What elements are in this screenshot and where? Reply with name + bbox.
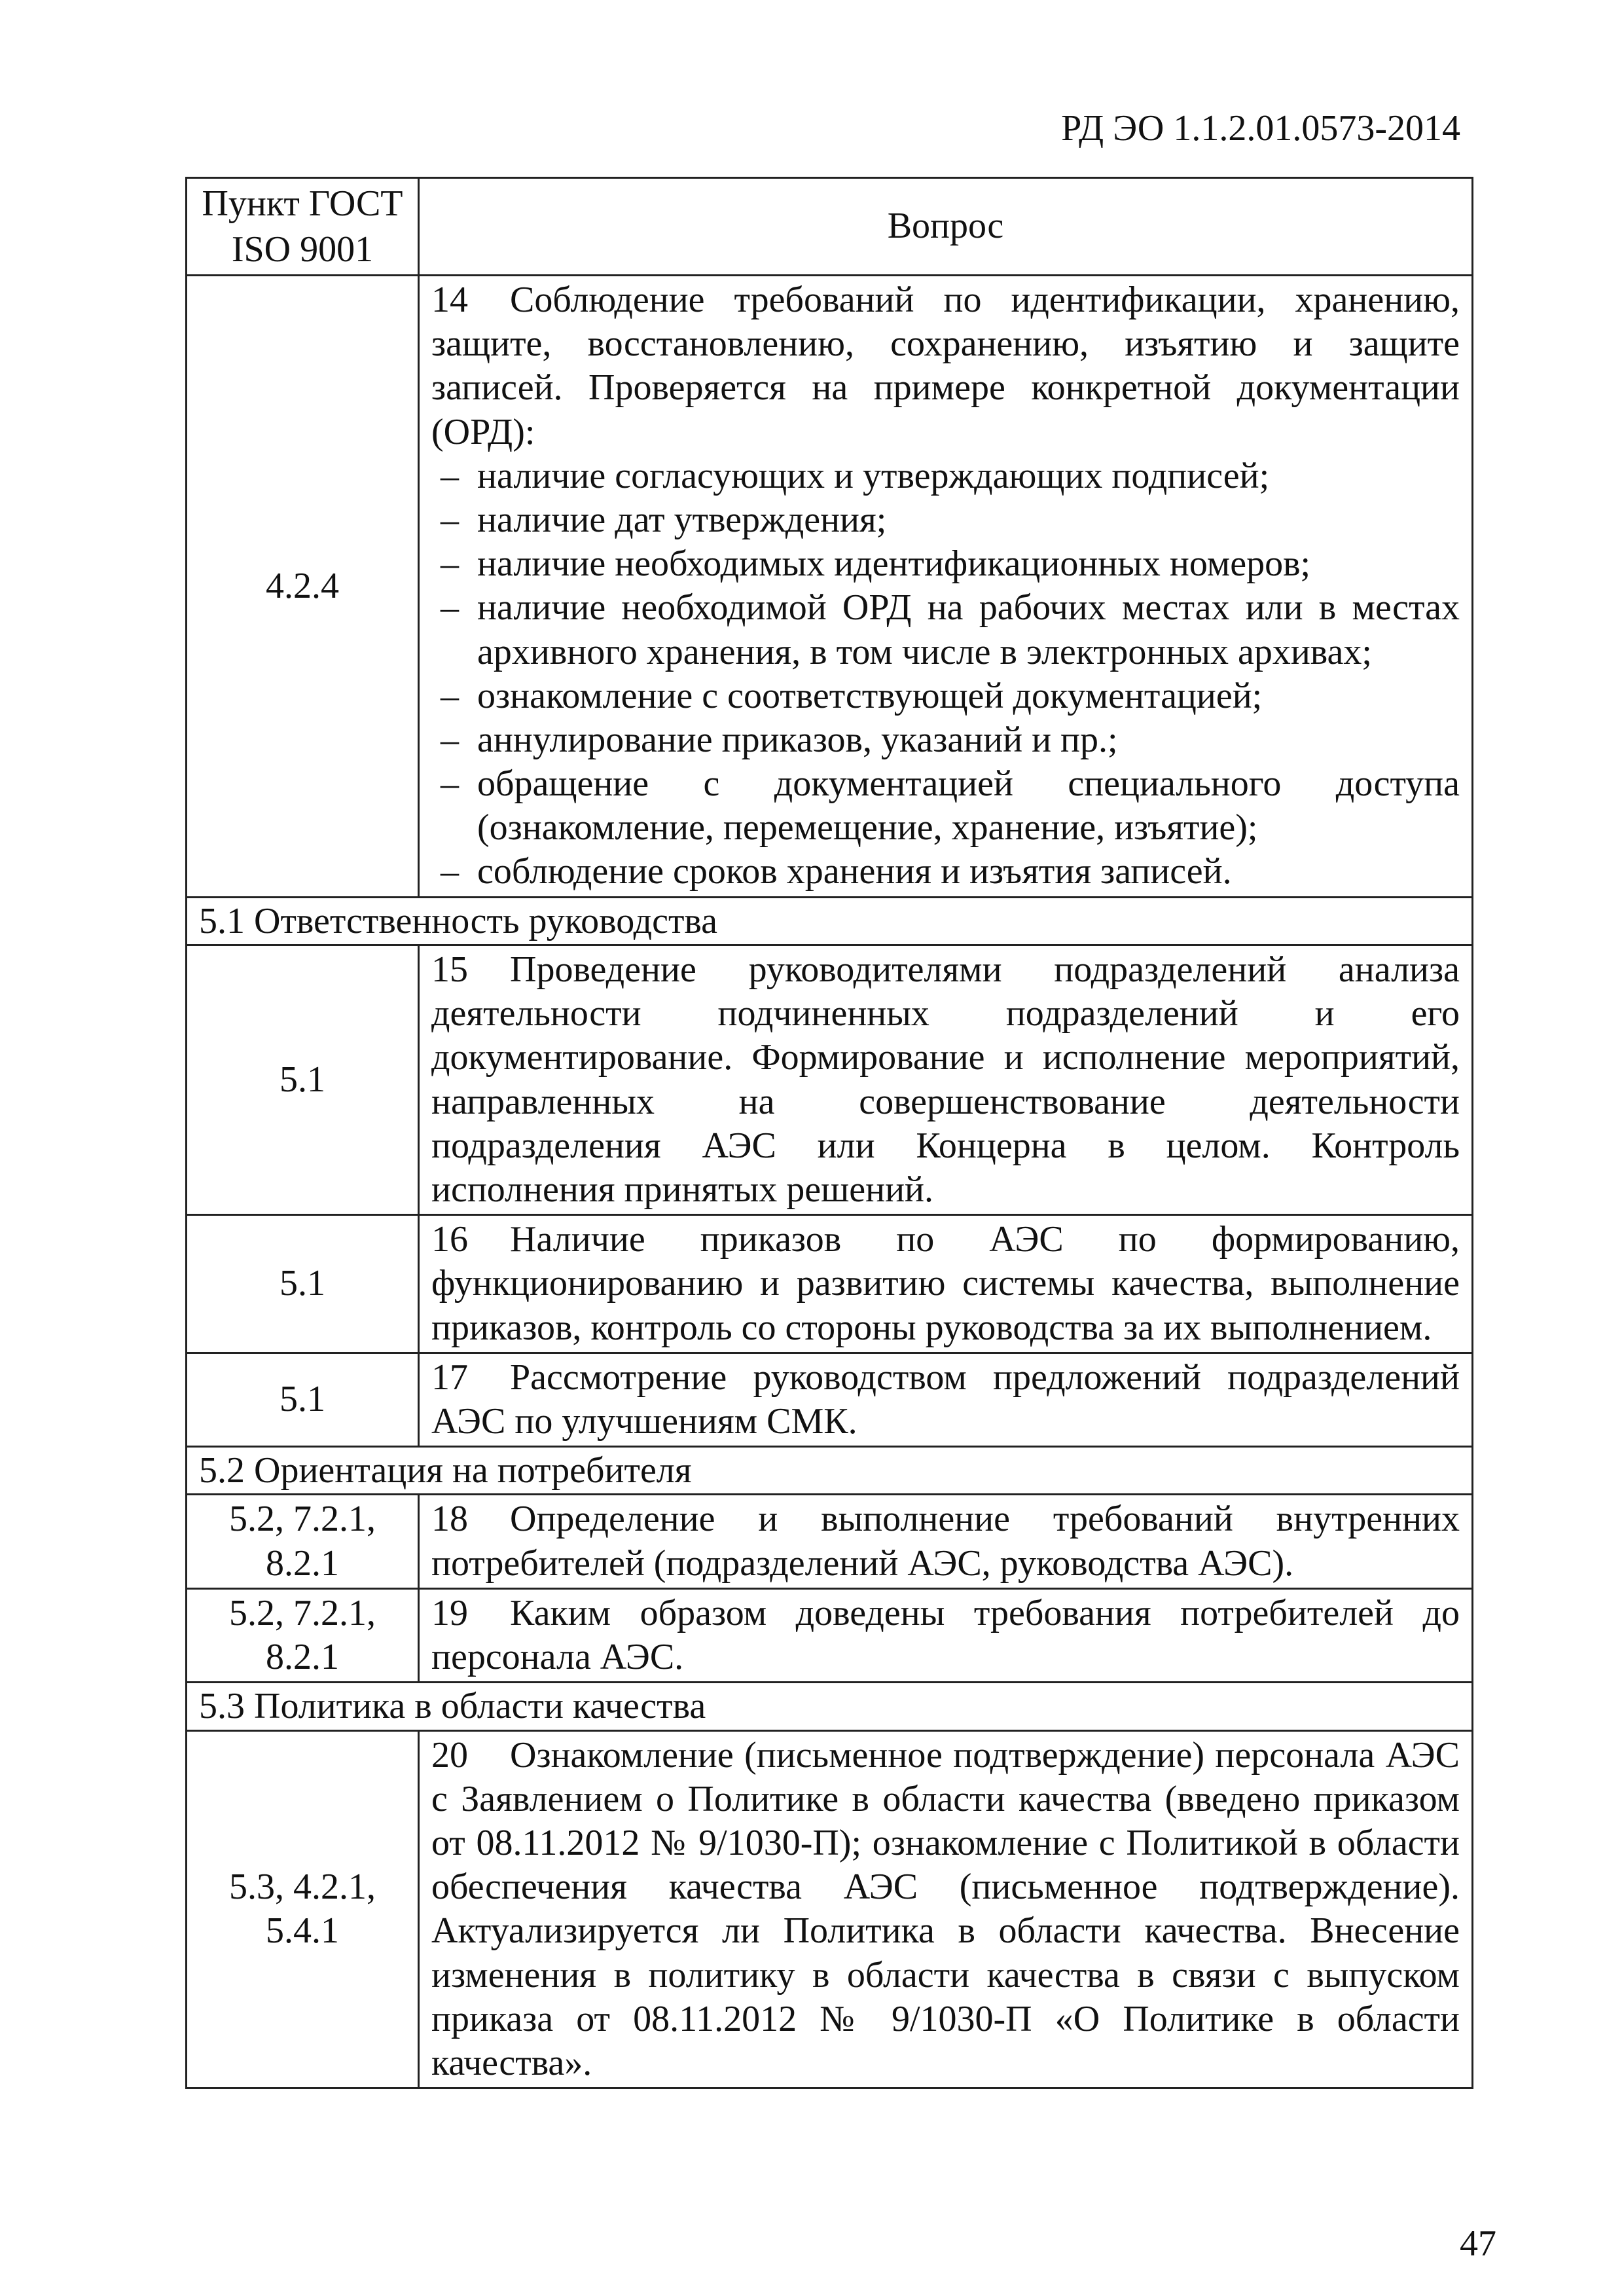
question-text: Наличие приказов по АЭС по формированию, функционированию и развитию системы качества, выполнение приказов, контроль со стороны руководства за их выполнением. [431, 1219, 1460, 1348]
question-paragraph [431, 948, 1460, 1212]
question-number: 18 [431, 1499, 468, 1540]
table-row [187, 1353, 1473, 1446]
clause-cell: 5.1 [187, 945, 419, 1215]
list-item: – обращение с документацией специального доступа (ознакомление, перемещение, хранение, изъятие); [431, 762, 1460, 850]
question-text: Рассмотрение руководством предложений подразделений АЭС по улучшениям СМК. [431, 1357, 1460, 1442]
page-number: 47 [1460, 2223, 1496, 2264]
table-row [187, 276, 1473, 898]
column-header-question: Вопрос [419, 178, 1473, 276]
question-paragraph [431, 1497, 1460, 1585]
document-code: РД ЭО 1.1.2.01.0573-2014 [1061, 108, 1460, 149]
table-row [187, 945, 1473, 1215]
table-row [187, 1495, 1473, 1588]
question-cell [419, 1495, 1473, 1588]
table-row [187, 1730, 1473, 2088]
clause-cell: 5.1 [187, 1353, 419, 1446]
question-text: Определение и выполнение требований внутренних потребителей (подразделений АЭС, руководства АЭС). [431, 1499, 1460, 1584]
section-row [187, 1683, 1473, 1730]
section-row [187, 897, 1473, 945]
clause-cell: 5.2, 7.2.1, 8.2.1 [187, 1588, 419, 1682]
list-item: – наличие необходимых идентификационных номеров; [431, 542, 1460, 586]
question-paragraph [431, 1592, 1460, 1679]
question-number: 16 [431, 1219, 468, 1260]
column-header-clause: Пункт ГОСТ ISO 9001 [187, 178, 419, 276]
table-header-row [187, 178, 1473, 276]
question-text: Каким образом доведены требования потребителей до персонала АЭС. [431, 1592, 1460, 1678]
section-row [187, 1447, 1473, 1495]
clause-cell: 5.2, 7.2.1, 8.2.1 [187, 1495, 419, 1588]
question-paragraph [431, 1734, 1460, 2086]
question-paragraph [431, 1356, 1460, 1444]
checklist-table [185, 177, 1473, 2089]
question-cell [419, 276, 1473, 898]
list-item: – наличие необходимой ОРД на рабочих местах или в местах архивного хранения, в том числе в электронных архивах; [431, 586, 1460, 674]
table-row [187, 1588, 1473, 1682]
section-heading: 5.1 Ответственность руководства [187, 897, 1473, 945]
question-cell [419, 1353, 1473, 1446]
question-text: Соблюдение требований по идентификации, хранению, защите, восстановлению, сохранению, изъятию и защите записей. Проверяется на примере конкретной документации (ОРД): [431, 280, 1460, 452]
question-number: 14 [431, 280, 468, 320]
question-number: 17 [431, 1357, 468, 1398]
question-text: Ознакомление (письменное подтверждение) персонала АЭС с Заявлением о Политике в области качества (введено приказом от 08.11.2012 № 9/1030-П); ознакомление с Политикой в области обеспечения качества АЭС (письменное подтверждение). Актуализируется ли Политика в области качества. Внесение изменения в политику в области качества в связи с выпуском приказа от 08.11.2012 № 9/1030-П «О Политике в области качества». [431, 1734, 1460, 2083]
question-number: 15 [431, 949, 468, 991]
list-item: – аннулирование приказов, указаний и пр.; [431, 718, 1460, 762]
list-item: – наличие согласующих и утверждающих подписей; [431, 454, 1460, 498]
clause-cell: 4.2.4 [187, 276, 419, 898]
question-paragraph [431, 1218, 1460, 1350]
question-paragraph [431, 278, 1460, 454]
question-checklist [431, 454, 1460, 894]
clause-cell: 5.3, 4.2.1, 5.4.1 [187, 1730, 419, 2088]
question-cell [419, 1588, 1473, 1682]
list-item: – наличие дат утверждения; [431, 498, 1460, 542]
question-number: 20 [431, 1734, 468, 1776]
section-heading: 5.3 Политика в области качества [187, 1683, 1473, 1730]
section-heading: 5.2 Ориентация на потребителя [187, 1447, 1473, 1495]
list-item: – ознакомление с соответствующей документацией; [431, 674, 1460, 718]
question-text: Проведение руководителями подразделений анализа деятельности подчиненных подразделений и его документирование. Формирование и исполнение мероприятий, направленных на совершенствование деятельности подразделения АЭС или Концерна в целом. Контроль исполнения принятых решений. [431, 949, 1460, 1210]
clause-cell: 5.1 [187, 1215, 419, 1353]
question-cell [419, 945, 1473, 1215]
question-cell [419, 1215, 1473, 1353]
question-cell [419, 1730, 1473, 2088]
table-row [187, 1215, 1473, 1353]
question-number: 19 [431, 1592, 468, 1633]
list-item: – соблюдение сроков хранения и изъятия записей. [431, 850, 1460, 894]
